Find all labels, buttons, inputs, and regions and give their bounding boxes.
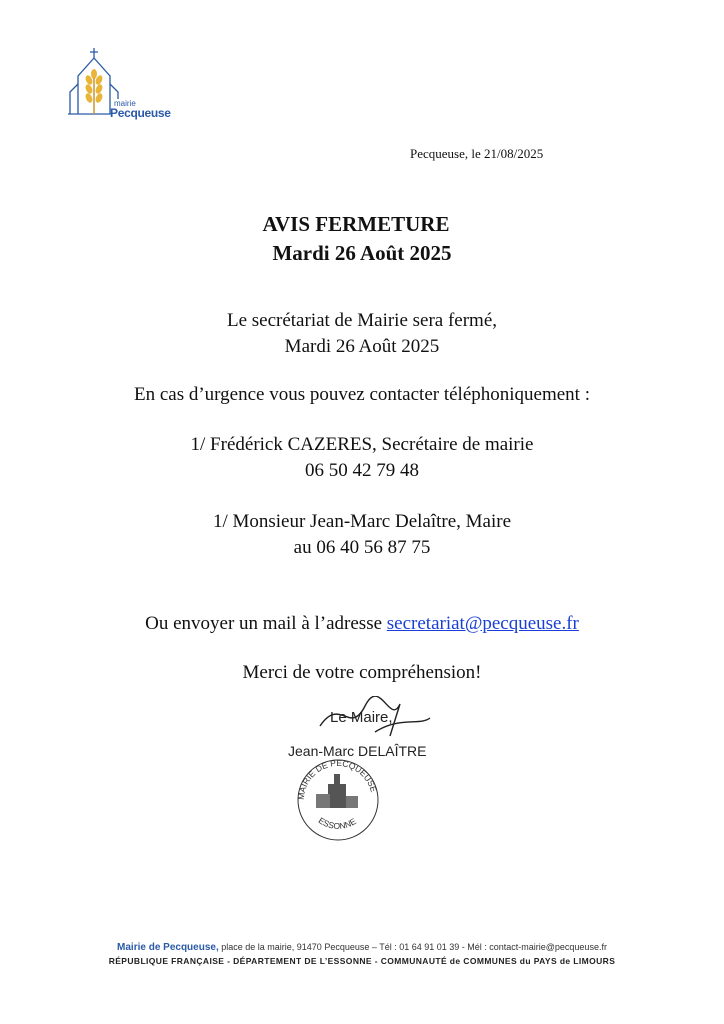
contact-2-name: 1/ Monsieur Jean-Marc Delaître, Maire	[212, 511, 512, 532]
svg-text:Le Maire,: Le Maire,	[330, 709, 393, 726]
notice-title: AVIS FERMETURE	[262, 212, 450, 236]
contact-1-name: 1/ Frédérick CAZERES, Secrétaire de mairie	[190, 434, 534, 455]
mairie-logo	[64, 44, 171, 124]
thanks-text: Merci de votre compréhension!	[242, 662, 482, 683]
svg-text:MAIRIE DE PECQUEUSE: MAIRIE DE PECQUEUSE	[295, 757, 379, 801]
footer-address	[0, 942, 724, 953]
footer-republic: RÉPUBLIQUE FRANÇAISE - DÉPARTEMENT DE L’ESSONNE - COMMUNAUTÉ de COMMUNES du PAYS de LIMOURS	[108, 956, 616, 966]
svg-text:Jean-Marc DELAÎTRE: Jean-Marc DELAÎTRE	[288, 743, 427, 759]
signature-stamp-icon	[280, 696, 460, 844]
mail-prefix: Ou envoyer un mail à l’adresse	[145, 613, 387, 634]
logo-mairie-text: mairie	[114, 99, 136, 108]
date-line: Pecqueuse, le 21/08/2025	[410, 146, 544, 161]
signature-stamp	[280, 696, 460, 844]
email-link[interactable]: secretariat@pecqueuse.fr	[386, 613, 579, 634]
footer-brand: Mairie de Pecqueuse,	[117, 942, 219, 953]
closure-date: Mardi 26 Août 2025	[284, 336, 440, 357]
contact-1-phone: 06 50 42 79 48	[305, 460, 419, 481]
logo-pecqueuse-text: Pecqueuse	[110, 106, 171, 120]
contact-2-phone: au 06 40 56 87 75	[293, 537, 431, 558]
footer-details: place de la mairie, 91470 Pecqueuse – Tél : 01 64 91 01 39 - Mél : contact-mairie@pecqueuse.fr	[218, 942, 607, 952]
svg-text:ESSONNE: ESSONNE	[316, 815, 358, 831]
mail-line	[0, 613, 724, 635]
closure-statement: Le secrétariat de Mairie sera fermé,	[226, 310, 498, 331]
notice-date: Mardi 26 Août 2025	[272, 241, 452, 265]
urgency-text: En cas d’urgence vous pouvez contacter téléphoniquement :	[133, 384, 590, 405]
